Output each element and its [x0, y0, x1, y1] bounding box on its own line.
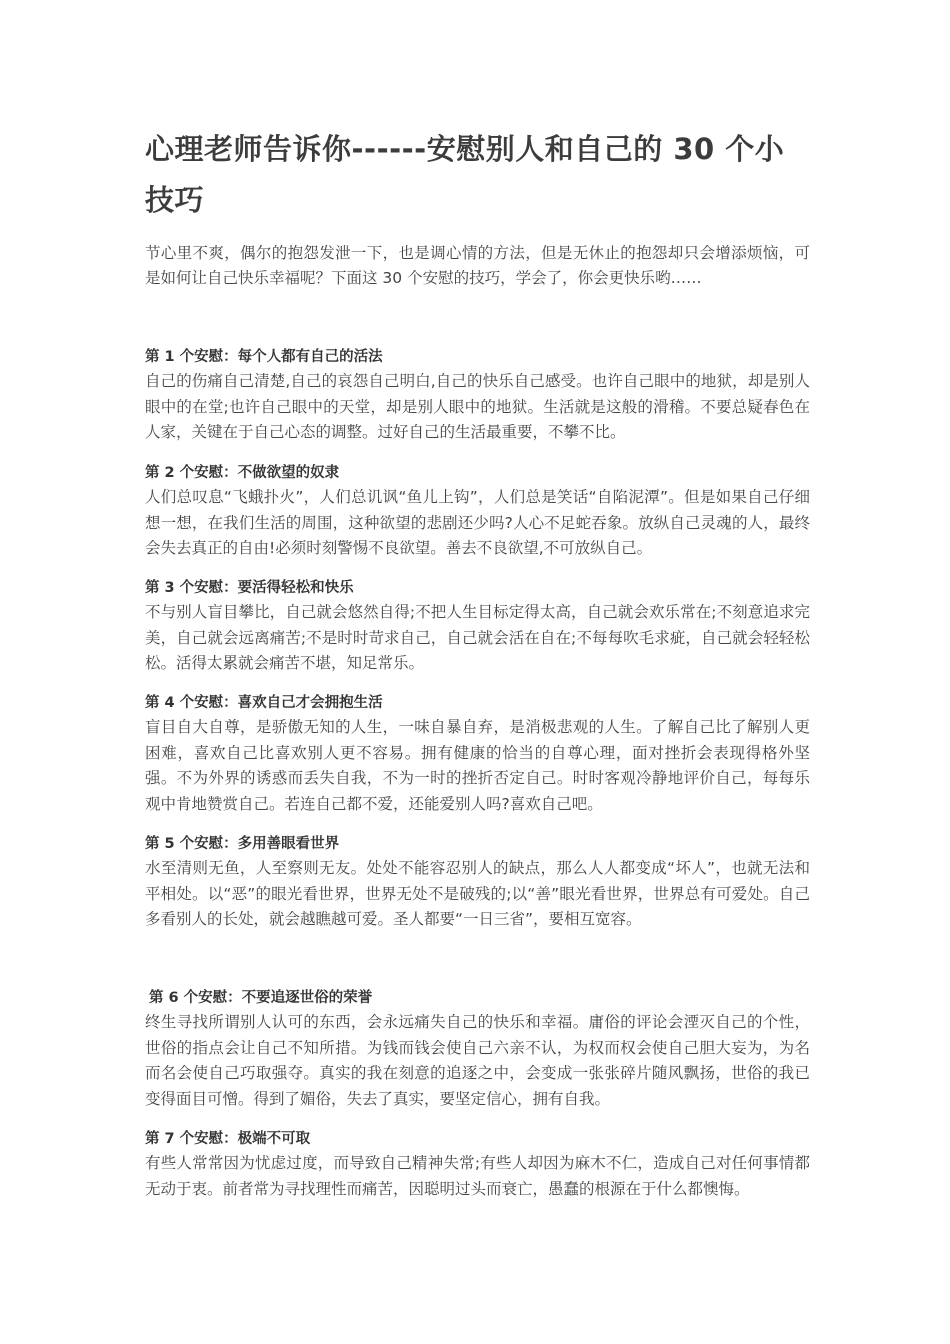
- section-body: 自己的伤痛自己清楚,自己的哀怨自己明白,自己的快乐自己感受。也许自己眼中的地狱，却是别人眼中的在堂;也许自己眼中的天堂，却是别人眼中的地狱。生活就是这般的滑稽。不要总疑春色在人家，关键在于自己心态的调整。过好自己的生活最重要，不攀不比。: [145, 372, 810, 442]
- section-6: [145, 986, 810, 1112]
- section-1: [145, 345, 810, 446]
- section-3: [145, 576, 810, 677]
- section-heading: 第 5 个安慰：多用善眼看世界: [145, 836, 340, 852]
- section-body: 盲目自大自尊，是骄傲无知的人生，一味自暴自弃，是消极悲观的人生。了解自己比了解别人更困难，喜欢自己比喜欢别人更不容易。拥有健康的恰当的自尊心理，面对挫折会表现得格外坚强。不为外界的诱惑而丢失自我，不为一时的挫折否定自己。时时客观冷静地评价自己，每每乐观中肯地赞赏自己。若连自己都不爱，还能爱别人吗?喜欢自己吧。: [145, 718, 810, 813]
- section-body: 水至清则无鱼，人至察则无友。处处不能容忍别人的缺点，那么人人都变成“坏人”，也就无法和平相处。以“恶”的眼光看世界，世界无处不是破残的;以“善”眼光看世界，世界总有可爱处。自己多看别人的长处，就会越瞧越可爱。圣人都要“一日三省”，要相互宽容。: [145, 859, 810, 929]
- section-2: [145, 461, 810, 562]
- section-body: 人们总叹息“飞蛾扑火”，人们总讥讽“鱼儿上钩”，人们总是笑话“自陷泥潭”。但是如果自己仔细想一想，在我们生活的周围，这种欲望的悲剧还少吗?人心不足蛇吞象。放纵自己灵魂的人，最终会失去真正的自由!必须时刻警惕不良欲望。善去不良欲望,不可放纵自己。: [145, 488, 810, 558]
- document-title: 心理老师告诉你------安慰别人和自己的 30 个小技巧: [145, 132, 785, 217]
- section-7: [145, 1127, 810, 1202]
- section-4: [145, 691, 810, 817]
- section-heading: 第 3 个安慰：要活得轻松和快乐: [145, 580, 354, 596]
- section-heading: 第 7 个安慰：极端不可取: [145, 1131, 311, 1147]
- intro-paragraph: 节心里不爽，偶尔的抱怨发泄一下，也是调心情的方法，但是无休止的抱怨却只会增添烦恼，可是如何让自己快乐幸福呢？下面这 30 个安慰的技巧，学会了，你会更快乐哟……: [145, 244, 810, 287]
- section-body: 终生寻找所谓别人认可的东西，会永远痛失自己的快乐和幸福。庸俗的评论会湮灭自己的个性，世俗的指点会让自己不知所措。为钱而钱会使自己六亲不认，为权而权会使自己胆大妄为，为名而名会使自己巧取强夺。真实的我在刻意的追逐之中，会变成一张张碎片随风飘扬，世俗的我已变得面目可憎。得到了媚俗，失去了真实，要坚定信心，拥有自我。: [145, 1013, 810, 1108]
- section-5: [145, 832, 810, 933]
- section-heading: 第 2 个安慰：不做欲望的奴隶: [145, 465, 340, 481]
- section-heading: 第 6 个安慰：不要追逐世俗的荣誉: [149, 990, 373, 1006]
- section-heading: 第 4 个安慰：喜欢自己才会拥抱生活: [145, 695, 383, 711]
- section-body: 不与别人盲目攀比，自己就会悠然自得;不把人生目标定得太高，自己就会欢乐常在;不刻意追求完美，自己就会远离痛苦;不是时时苛求自己，自己就会活在自在;不每每吹毛求疵，自己就会轻轻松松。活得太累就会痛苦不堪，知足常乐。: [145, 603, 810, 673]
- section-heading: 第 1 个安慰：每个人都有自己的活法: [145, 349, 383, 365]
- section-body: 有些人常常因为忧虑过度，而导致自己精神失常;有些人却因为麻木不仁，造成自己对任何事情都无动于衷。前者常为寻找理性而痛苦，因聪明过头而衰亡，愚蠢的根源在于什么都懊悔。: [145, 1154, 810, 1198]
